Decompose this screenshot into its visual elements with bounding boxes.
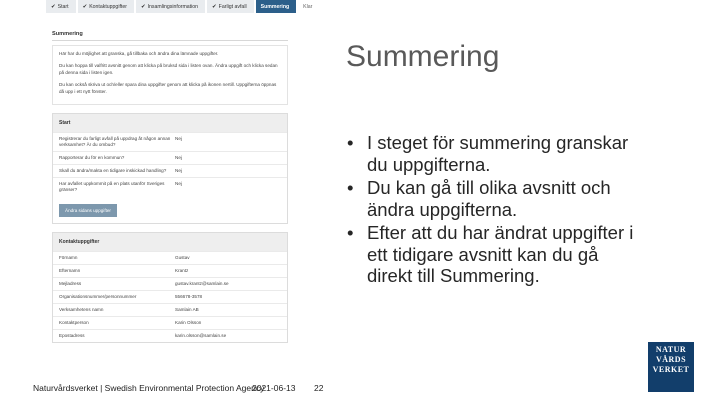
row-question: Efternamn xyxy=(59,268,81,274)
check-icon: ✔ xyxy=(82,3,88,10)
info-text: Du kan hoppa till valfritt avsnitt genom att klicka på bruksd sida i listen ovan. Ändra uppgift och klicka sedan på denna sida i listen igen. xyxy=(59,63,278,75)
step-summering[interactable]: Summering xyxy=(256,0,297,13)
edit-section-button[interactable]: Ändra sidans uppgifter xyxy=(59,204,117,217)
row-answer: Samlain AB xyxy=(175,307,199,313)
bullet-icon: • xyxy=(347,132,354,153)
bullet-item: • I steget för summering granskar du uppgifterna. xyxy=(347,132,629,175)
row-answer: Nej xyxy=(175,155,182,161)
check-icon: ✔ xyxy=(51,3,56,10)
section-heading: Kontaktuppgifter xyxy=(53,233,287,251)
bullet-icon: • xyxy=(347,177,354,198)
check-icon: ✔ xyxy=(140,3,146,10)
row-question: Epostadress xyxy=(59,333,85,339)
row-answer: Krantz xyxy=(175,268,189,274)
info-text: Här har du möjlighet att granska, gå tillbaka och ändra dina lämnade uppgifter. xyxy=(59,51,219,56)
step-klar[interactable]: Klar xyxy=(303,3,313,10)
summary-row xyxy=(53,329,287,342)
contact-section xyxy=(52,232,288,343)
footer-organization: Naturvårdsverket | Swedish Environmental Protection Agency xyxy=(33,383,265,393)
row-answer: Nej xyxy=(175,136,182,142)
summary-row xyxy=(53,264,287,277)
bullet-icon: • xyxy=(347,222,354,243)
step-start[interactable]: ✔ Start xyxy=(46,0,76,13)
row-question: Mejladress xyxy=(59,281,82,287)
naturvardsverket-logo: NATUR VÅRDS VERKET xyxy=(648,342,694,392)
summary-row xyxy=(53,290,287,303)
summary-row xyxy=(53,303,287,316)
row-question: Verksamhetens namn xyxy=(59,307,104,313)
step-farligt-avfall[interactable]: ✔ Farligt avfall xyxy=(207,0,254,13)
summary-screenshot xyxy=(46,0,313,362)
step-progress-bar xyxy=(46,0,313,13)
info-text: Du kan också skriva ut och/eller spara dina uppgifter genom att klicka på ikonen nertill. Uppgifterna öppnas då upp i ett nytt fönster. xyxy=(59,82,277,94)
row-question: Har avfallet uppkommit på en plats utanför Sveriges gränser? xyxy=(59,181,165,193)
screenshot-page-title: Summering xyxy=(52,31,83,37)
summary-row xyxy=(53,132,287,151)
row-answer: gustav.krantz@samlain.se xyxy=(175,281,229,287)
row-question: Rapporterar du för en kommun? xyxy=(59,155,125,161)
summary-row xyxy=(53,277,287,290)
footer-page-number: 22 xyxy=(314,383,324,393)
summary-row xyxy=(53,251,287,264)
row-answer: 556678-3578 xyxy=(175,294,203,300)
row-answer: Gustav xyxy=(175,255,190,261)
bullet-item: • Du kan gå till olika avsnitt och ändra uppgifterna. xyxy=(347,177,611,220)
row-answer: Nej xyxy=(175,168,182,174)
bullet-item: • Efter att du har ändrat uppgifter i ett tidigare avsnitt kan du gå direkt till Summering. xyxy=(347,222,634,286)
step-kontaktuppgifter[interactable]: ✔ Kontaktuppgifter xyxy=(78,0,134,13)
check-icon: ✔ xyxy=(212,3,217,10)
row-answer: Nej xyxy=(175,181,182,187)
divider xyxy=(52,40,288,41)
summary-row xyxy=(53,177,287,196)
row-answer: Karin Olsson xyxy=(175,320,202,326)
row-answer: karin.olsson@samlain.se xyxy=(175,333,227,339)
row-question: Organisationsnummer/personnummer xyxy=(59,294,137,300)
row-question: Skall du ändra/makta en tidigare inskickad handling? xyxy=(59,168,167,174)
summary-row xyxy=(53,316,287,329)
summary-row xyxy=(53,164,287,177)
row-question: Registrerar du farligt avfall på uppdrag åt någon annan verksamhet? Är du ombud? xyxy=(59,136,171,148)
info-box xyxy=(52,45,288,105)
bullet-list xyxy=(346,132,636,289)
footer-date: 2021-06-13 xyxy=(252,383,296,393)
start-section xyxy=(52,113,288,224)
summary-row xyxy=(53,151,287,164)
slide-title: Summering xyxy=(346,40,500,73)
step-insamlingsinformation[interactable]: ✔ Insamlingsinformation xyxy=(136,0,205,13)
section-heading: Start xyxy=(53,114,287,132)
row-question: Kontaktperson xyxy=(59,320,89,326)
row-question: Förnamn xyxy=(59,255,78,261)
